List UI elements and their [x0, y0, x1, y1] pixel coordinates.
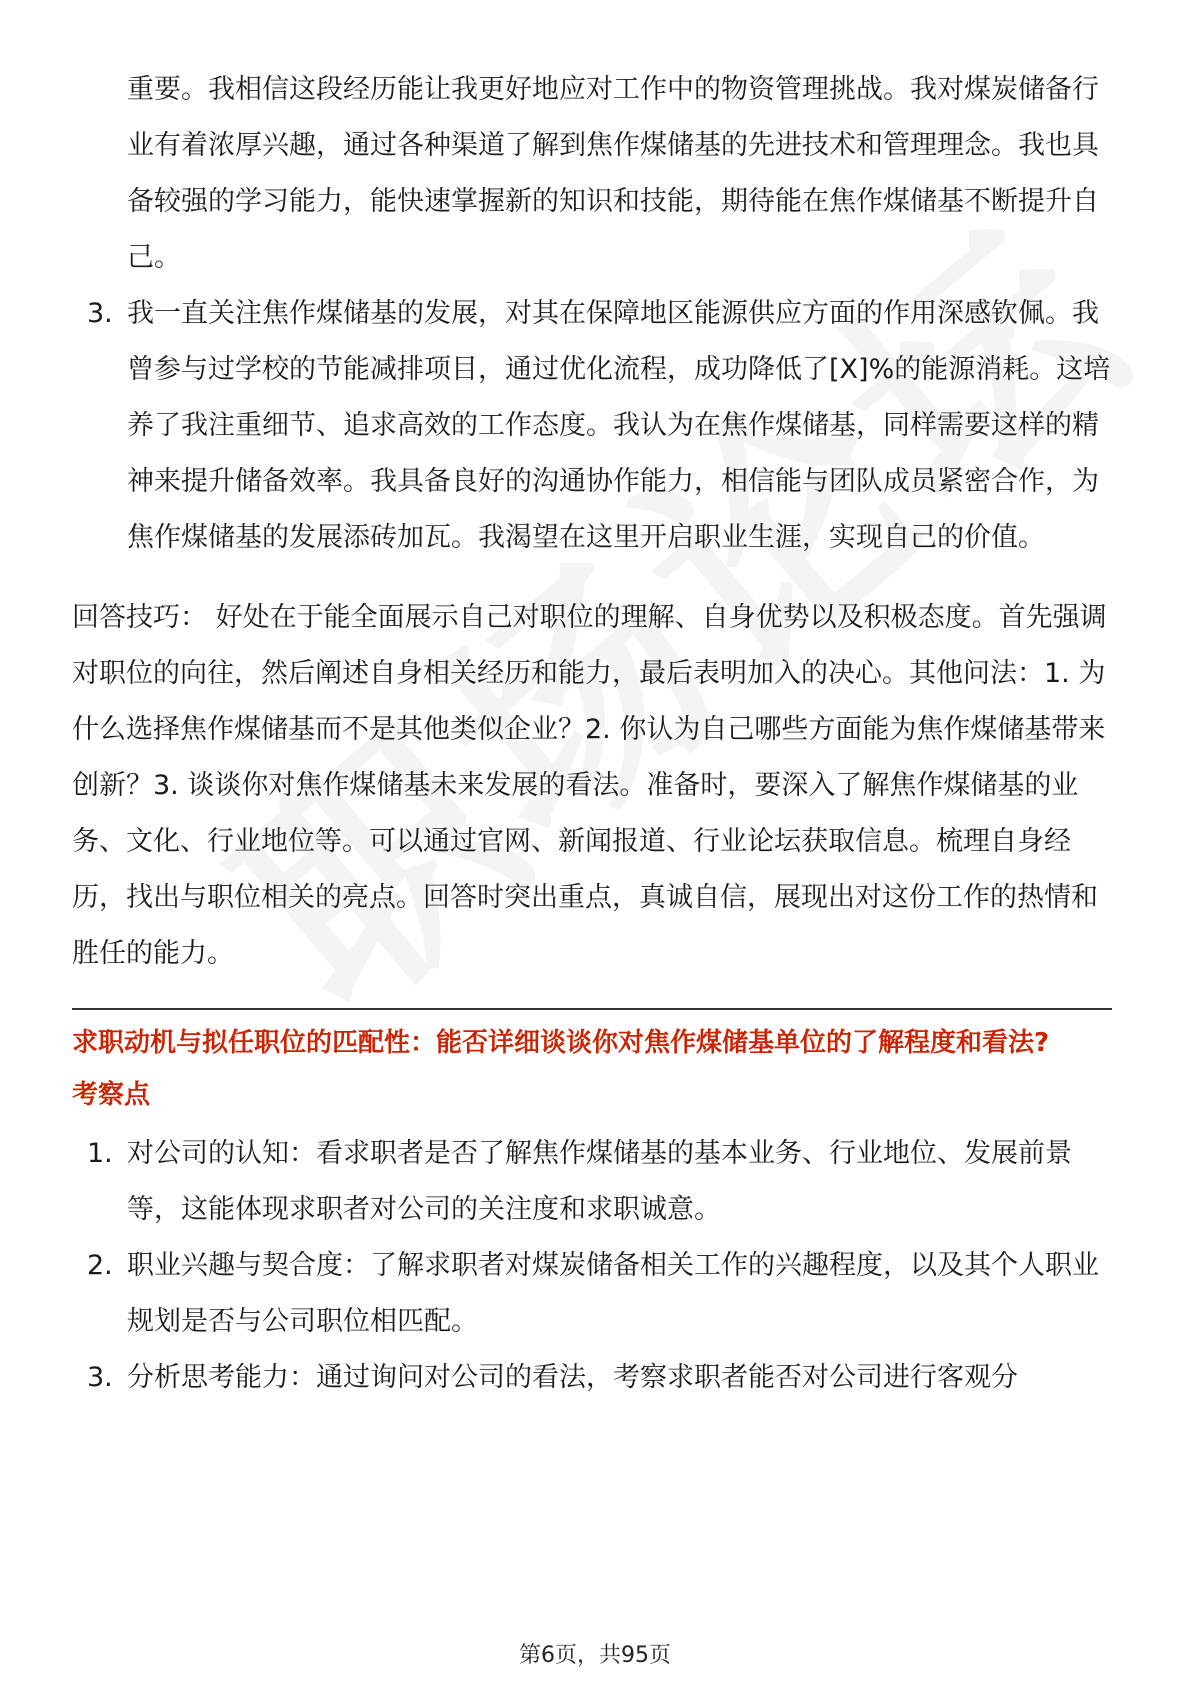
- answer-list-item: [72, 286, 1112, 566]
- focus-list-item: [72, 1238, 1112, 1350]
- list-number: 1.: [87, 1138, 113, 1169]
- list-item-text: 职业兴趣与契合度：了解求职者对煤炭储备相关工作的兴趣程度，以及其个人职业规划是否与公司职位相匹配。: [127, 1250, 1099, 1337]
- question-heading: 求职动机与拟任职位的匹配性：能否详细谈谈你对焦作煤储基单位的了解程度和看法?: [72, 1028, 1050, 1058]
- list-number: 2.: [87, 1250, 113, 1281]
- list-item-text: 分析思考能力：通过询问对公司的看法，考察求职者能否对公司进行客观分: [127, 1362, 1018, 1393]
- page-content: [72, 62, 1112, 1406]
- list-number: 3.: [87, 1362, 113, 1393]
- section-divider: [72, 1008, 1112, 1010]
- focus-list-item: [72, 1350, 1112, 1406]
- page-number: 第6页，共95页: [519, 1643, 671, 1668]
- focus-list-item: [72, 1126, 1112, 1238]
- list-item-text: 对公司的认知：看求职者是否了解焦作煤储基的基本业务、行业地位、发展前景等，这能体现求职者对公司的关注度和求职诚意。: [127, 1138, 1072, 1225]
- answer-tips: 回答技巧： 好处在于能全面展示自己对职位的理解、自身优势以及积极态度。首先强调对职位的向往，然后阐述自身相关经历和能力，最后表明加入的决心。其他问法：1. 为什么选择焦作煤储基而不是其他类似企业？2. 你认为自己哪些方面能为焦作煤储基带来创新？3. 谈谈你对焦作煤储基未来发展的看法。准备时，要深入了解焦作煤储基的业务、文化、行业地位等。可以通过官网、新闻报道、行业论坛获取信息。梳理自身经历，找出与职位相关的亮点。回答时突出重点，真诚自信，展现出对这份工作的热情和胜任的能力。: [72, 602, 1107, 969]
- list-item-text: 我一直关注焦作煤储基的发展，对其在保障地区能源供应方面的作用深感钦佩。我曾参与过学校的节能减排项目，通过优化流程，成功降低了[X]%的能源消耗。这培养了我注重细节、追求高效的工作态度。我认为在焦作煤储基，同样需要这样的精神来提升储备效率。我具备良好的沟通协作能力，相信能与团队成员紧密合作，为焦作煤储基的发展添砖加瓦。我渴望在这里开启职业生涯，实现自己的价值。: [127, 298, 1111, 553]
- focus-points-title: 考察点: [72, 1080, 151, 1110]
- continued-answer-text: 重要。我相信这段经历能让我更好地应对工作中的物资管理挑战。我对煤炭储备行业有着浓厚兴趣，通过各种渠道了解到焦作煤储基的先进技术和管理理念。我也具备较强的学习能力，能快速掌握新的知识和技能，期待能在焦作煤储基不断提升自己。: [127, 74, 1099, 273]
- list-number: 3.: [87, 298, 113, 329]
